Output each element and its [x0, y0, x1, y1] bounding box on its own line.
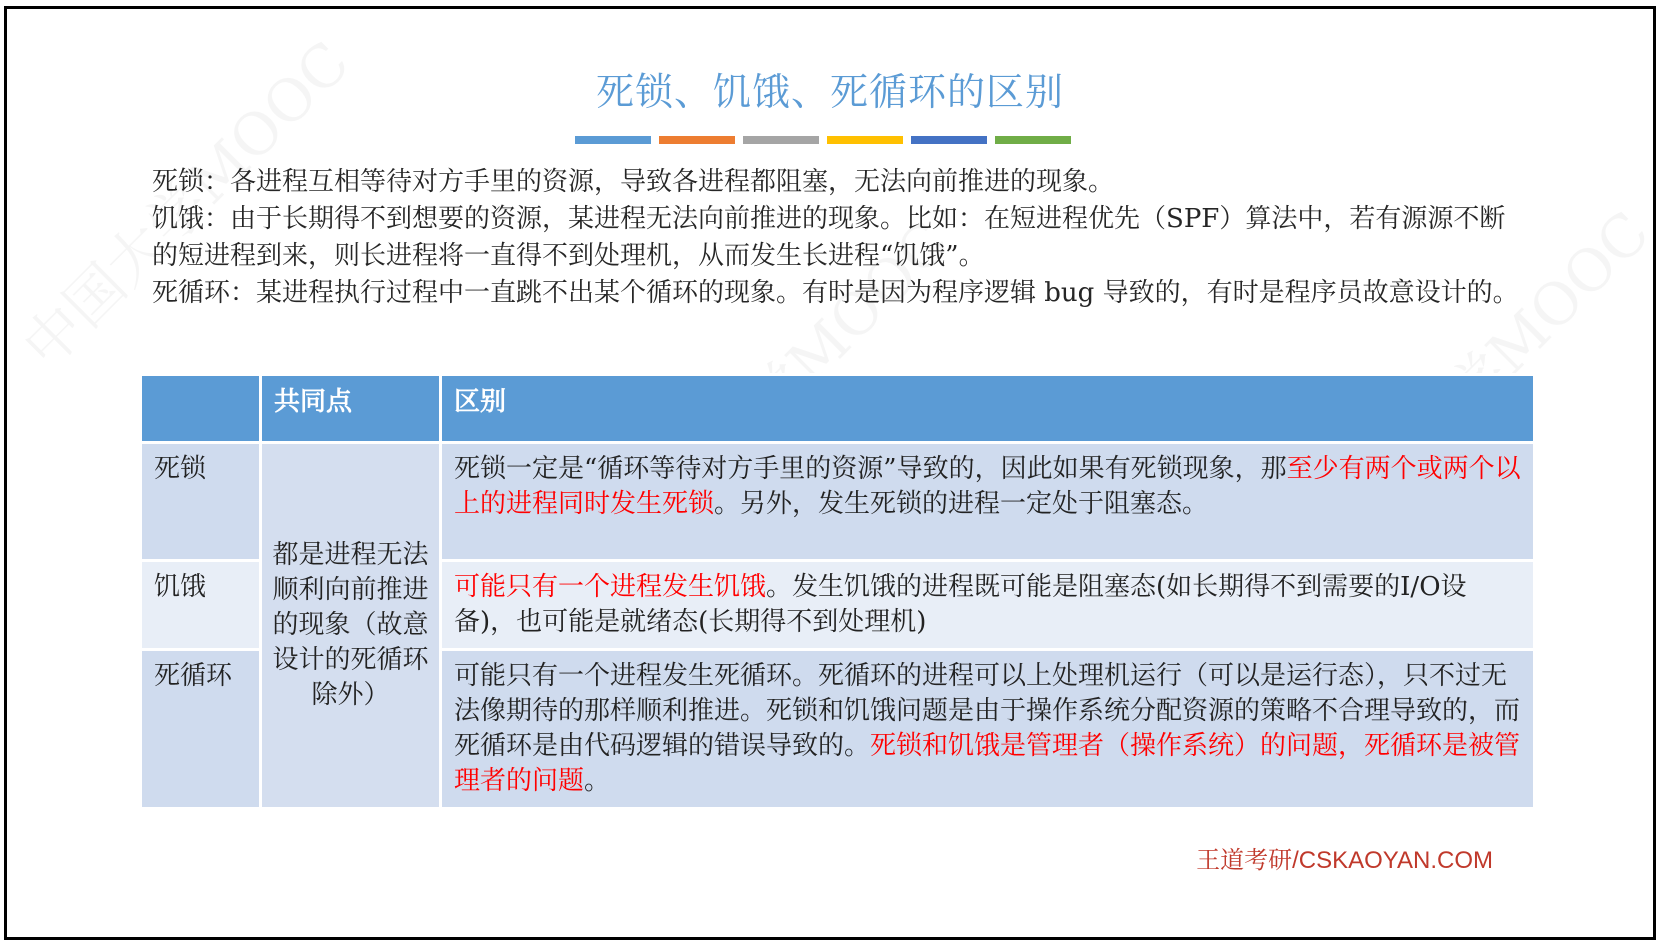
row-label-deadlock: 死锁 [141, 443, 261, 561]
diff-highlight: 可能只有一个进程发生饥饿 [454, 572, 767, 602]
slide-title: 死锁、饥饿、死循环的区别 [595, 70, 1064, 114]
infinite-loop-definition: 死循环：某进程执行过程中一直跳不出某个循环的现象。有时是因为程序逻辑 bug 导致的，有时是程序员故意设计的。 [152, 278, 1519, 308]
decoration-bar-blue [575, 136, 651, 144]
decoration-bar-yellow [827, 136, 903, 144]
diff-text: 。发生饥饿的进程既可能是阻塞态(如长期得不到需要的I/O设备)，也可能是就绪态(长期得不到处理机) [454, 572, 1467, 637]
decoration-bar-green [995, 136, 1071, 144]
deadlock-definition: 死锁：各进程互相等待对方手里的资源，导致各进程都阻塞，无法向前推进的现象。 [152, 167, 1115, 197]
header-common: 共同点 [261, 375, 441, 443]
definitions-block [152, 164, 1522, 312]
brand-footer: 王道考研/CSKAOYAN.COM [1196, 847, 1493, 874]
decoration-bar-darkblue [911, 136, 987, 144]
row-label-starvation: 饥饿 [141, 561, 261, 650]
diff-highlight: 至少有两个或两个以上的进程同时发生死锁 [454, 454, 1521, 519]
diff-cell-starvation [441, 561, 1535, 650]
starvation-definition: 饥饿：由于长期得不到想要的资源，某进程无法向前推进的现象。比如：在短进程优先（SPF）算法中，若有源源不断的短进程到来，则长进程将一直得不到处理机，从而发生长进程“饥饿”。 [152, 204, 1506, 271]
table-row-deadlock [141, 443, 1535, 561]
common-point-cell: 都是进程无法顺利向前推进的现象（故意设计的死循环除外） [261, 443, 441, 809]
row-label-infinite-loop: 死循环 [141, 650, 261, 809]
diff-text: 死锁一定是“循环等待对方手里的资源”导致的，因此如果有死锁现象，那 [454, 454, 1287, 484]
diff-text: 。 [584, 766, 611, 796]
table-header-row [141, 375, 1535, 443]
diff-cell-infinite-loop [441, 650, 1535, 809]
header-difference: 区别 [441, 375, 1535, 443]
diff-cell-deadlock [441, 443, 1535, 561]
diff-text: 。另外，发生死锁的进程一定处于阻塞态。 [714, 489, 1209, 519]
title-decoration-bars [575, 136, 1071, 144]
comparison-table [139, 373, 1536, 810]
diff-text: 可能只有一个进程发生死循环。死循环的进程可以上处理机运行（可以是运行态），只不过无法像期待的那样顺利推进。死锁和饥饿问题是由于操作系统分配资源的策略不合理导致的，而死循环是由代码逻辑的错误导致的。 [454, 661, 1521, 761]
slide [4, 6, 1656, 940]
decoration-bar-gray [743, 136, 819, 144]
header-blank [141, 375, 261, 443]
diff-highlight: 死锁和饥饿是管理者（操作系统）的问题，死循环是被管理者的问题 [454, 731, 1521, 796]
decoration-bar-orange [659, 136, 735, 144]
